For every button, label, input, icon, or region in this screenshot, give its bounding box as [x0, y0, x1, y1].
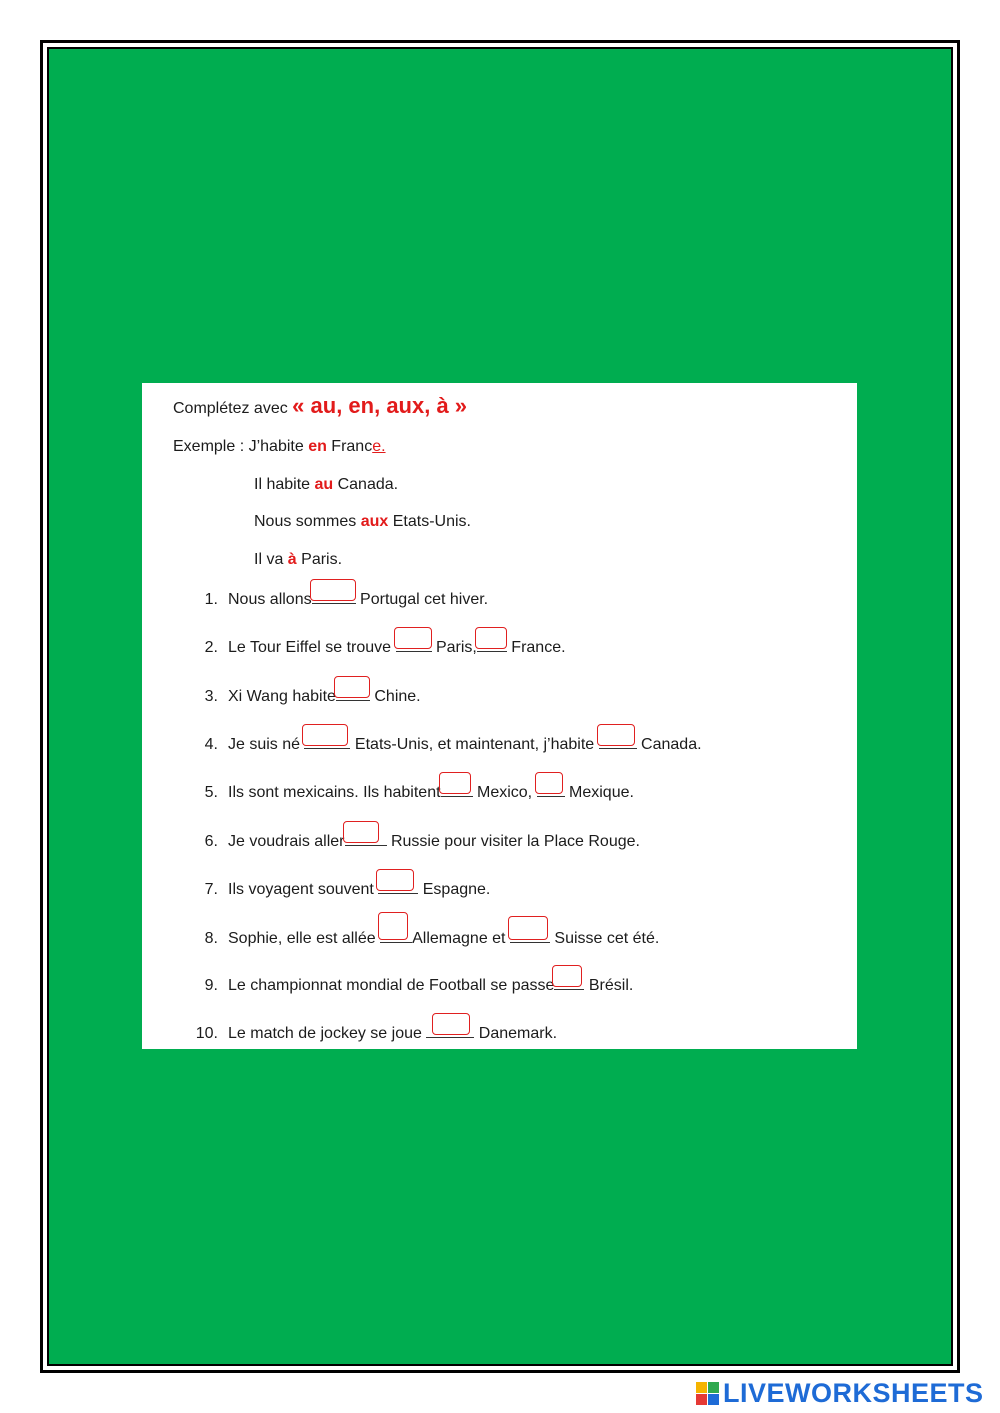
item-number: 3.: [204, 688, 218, 705]
blank-line: [396, 637, 432, 652]
answer-box[interactable]: [310, 579, 356, 601]
example-word: au: [314, 476, 334, 493]
exercise-item: [188, 686, 421, 706]
answer-box[interactable]: [376, 869, 414, 891]
item-text: Mexique.: [564, 784, 634, 801]
example-label: Exemple : J’habite: [173, 438, 309, 455]
exercise-item: [188, 1023, 557, 1043]
example-text: Canada.: [333, 476, 399, 493]
item-number: 7.: [204, 881, 218, 898]
instruction-options: « au, en, aux, à »: [292, 393, 468, 418]
example-line: [254, 513, 471, 531]
item-text: Le championnat mondial de Football se passe: [228, 977, 555, 994]
example-line: [173, 438, 386, 456]
example-line: [254, 551, 342, 569]
blank-line: [345, 831, 387, 846]
item-number: 8.: [204, 930, 218, 947]
item-number: 5.: [204, 784, 218, 801]
liveworksheets-brand[interactable]: [696, 1378, 984, 1408]
exercise-item: [188, 637, 566, 657]
item-number: 6.: [204, 833, 218, 850]
example-text: Il habite: [254, 476, 315, 493]
example-word: à: [287, 551, 297, 568]
answer-box[interactable]: [535, 772, 563, 794]
example-text: Etats-Unis.: [388, 513, 471, 530]
blank-line: [441, 782, 473, 797]
item-number: 9.: [204, 977, 218, 994]
item-text: Mexico,: [472, 784, 537, 801]
answer-box[interactable]: [439, 772, 471, 794]
liveworksheets-logo-icon: [696, 1382, 719, 1405]
blank-line: [380, 928, 412, 943]
exercise-item: [188, 879, 490, 899]
blank-line: [304, 734, 350, 749]
item-text: Danemark.: [474, 1025, 558, 1042]
item-text: France.: [506, 639, 566, 656]
blank-line: [537, 782, 565, 797]
answer-box[interactable]: [343, 821, 379, 843]
example-text: Paris.: [296, 551, 343, 568]
blank-line: [426, 1023, 474, 1038]
item-text: Allemagne et: [412, 930, 510, 947]
blank-line: [312, 589, 356, 604]
example-rest-underlined: e.: [372, 438, 386, 455]
exercise-item: [188, 928, 659, 948]
blank-line: [336, 686, 370, 701]
item-number: 2.: [204, 639, 218, 656]
exercise-item: [188, 782, 634, 802]
blank-line: [477, 637, 507, 652]
item-number: 10.: [195, 1025, 218, 1042]
blank-line: [378, 879, 418, 894]
answer-box[interactable]: [334, 676, 370, 698]
example-text: Il va: [254, 551, 288, 568]
exercise-item: [188, 831, 640, 851]
item-text: Brésil.: [584, 977, 634, 994]
item-number: 4.: [204, 736, 218, 753]
item-text: Suisse cet été.: [549, 930, 660, 947]
item-text: Je suis né: [228, 736, 305, 753]
blank-line: [510, 928, 550, 943]
answer-box[interactable]: [378, 912, 408, 940]
item-number: 1.: [204, 591, 218, 608]
brand-text: LIVEWORKSHEETS: [723, 1377, 984, 1408]
item-text: Canada.: [636, 736, 702, 753]
instruction: [173, 393, 467, 419]
example-rest: Franc: [326, 438, 373, 455]
example-word: en: [308, 438, 327, 455]
item-text: Etats-Unis, et maintenant, j’habite: [350, 736, 599, 753]
item-text: Le match de jockey se joue: [228, 1025, 427, 1042]
item-text: Ils sont mexicains. Ils habitent: [228, 784, 441, 801]
item-text: Paris,: [431, 639, 477, 656]
item-text: Ils voyagent souvent: [228, 881, 379, 898]
answer-box[interactable]: [475, 627, 507, 649]
example-line: [254, 476, 398, 494]
item-text: Espagne.: [418, 881, 491, 898]
answer-box[interactable]: [508, 916, 548, 940]
item-text: Portugal cet hiver.: [355, 591, 489, 608]
item-text: Chine.: [369, 688, 421, 705]
exercise-item: [188, 589, 488, 609]
answer-box[interactable]: [597, 724, 635, 746]
item-text: Xi Wang habite: [228, 688, 336, 705]
worksheet-image: [142, 383, 857, 1049]
example-word: aux: [360, 513, 389, 530]
answer-box[interactable]: [394, 627, 432, 649]
answer-box[interactable]: [302, 724, 348, 746]
item-text: Nous allons: [228, 591, 312, 608]
exercise-item: [188, 734, 702, 754]
item-text: Russie pour visiter la Place Rouge.: [386, 833, 640, 850]
answer-box[interactable]: [432, 1013, 470, 1035]
blank-line: [599, 734, 637, 749]
blank-line: [554, 975, 584, 990]
answer-box[interactable]: [552, 965, 582, 987]
instruction-text: Complétez avec: [173, 400, 293, 417]
item-text: Le Tour Eiffel se trouve: [228, 639, 396, 656]
example-text: Nous sommes: [254, 513, 361, 530]
item-text: Je voudrais aller: [228, 833, 345, 850]
exercise-item: [188, 975, 633, 995]
item-text: Sophie, elle est allée: [228, 930, 381, 947]
